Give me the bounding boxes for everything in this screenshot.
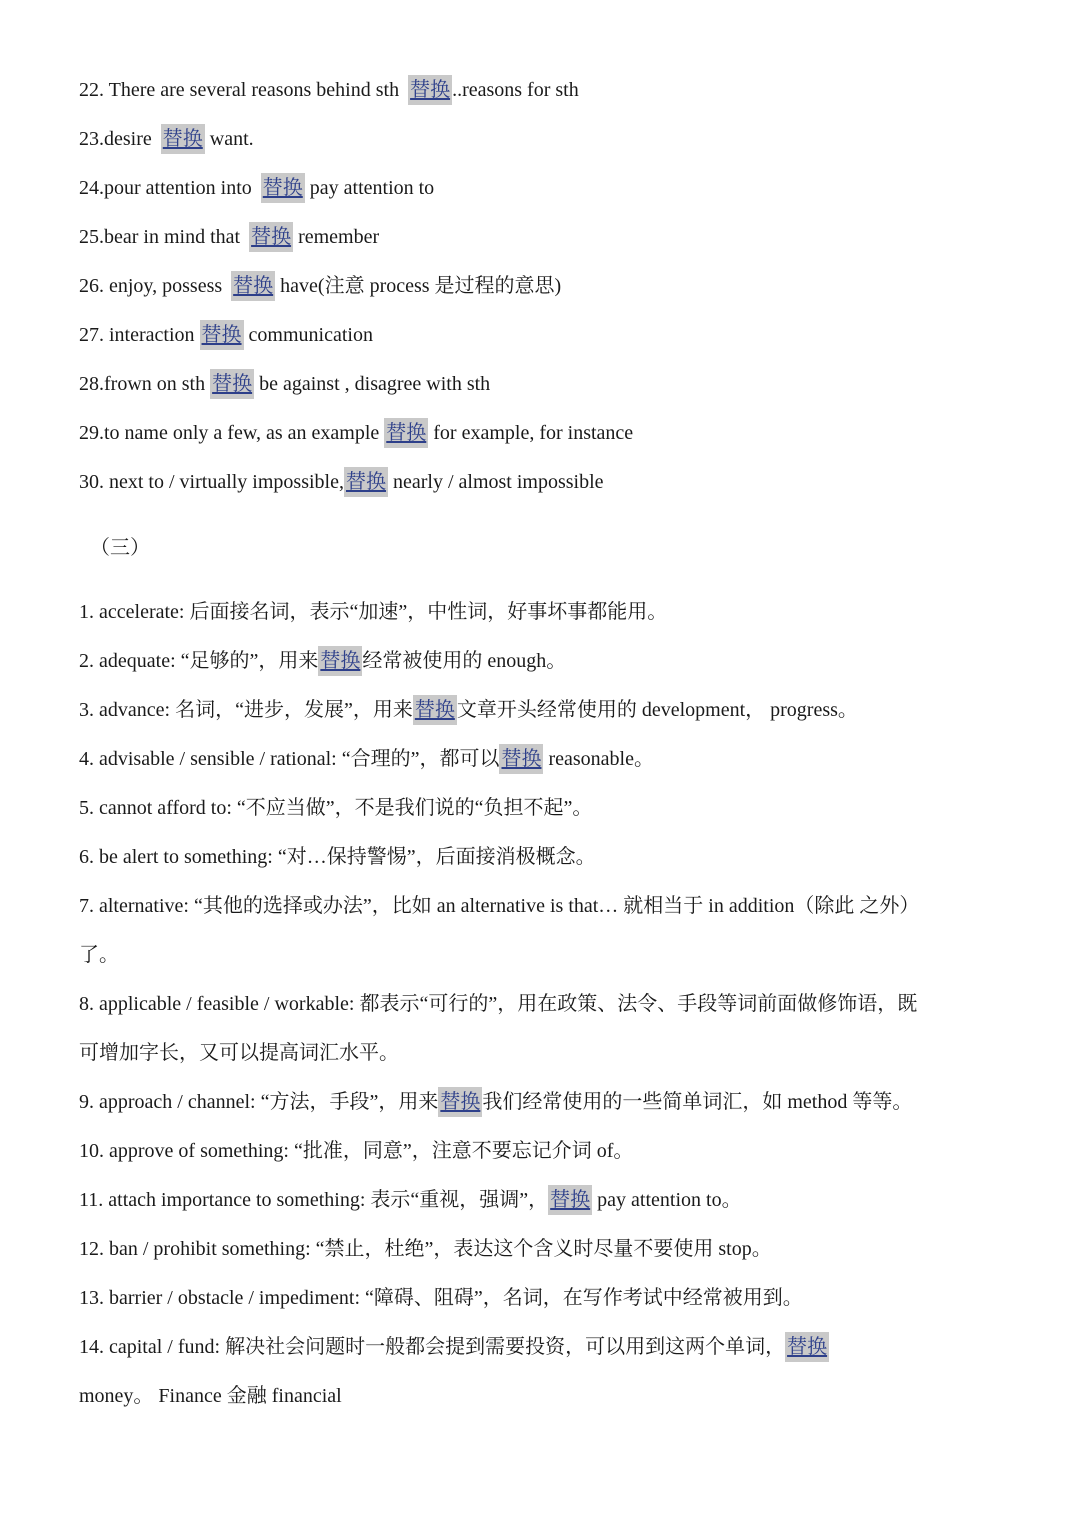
- vocab-line-25: [79, 222, 379, 252]
- vocab-line-22: [79, 75, 579, 105]
- replace-highlight: 替换: [318, 646, 362, 676]
- line-text: 25.bear in mind that: [79, 226, 246, 248]
- vocab-line-5: 5. cannot afford to: “不应当做”，不是我们说的“负担不起”。: [79, 797, 593, 819]
- line-text: 9. approach / channel: “方法，手段”，用来: [79, 1091, 439, 1113]
- replace-highlight: 替换: [344, 467, 388, 497]
- line-text: 23.desire: [79, 128, 157, 150]
- line-text: remember: [293, 226, 380, 248]
- line-text: 11. attach importance to something: 表示“重视，强调”，: [79, 1189, 549, 1211]
- vocab-line-28: [79, 369, 490, 399]
- line-text: 3. advance: 名词，“进步，发展”，用来: [79, 699, 413, 721]
- line-text: 30. next to / virtually impossible,: [79, 471, 344, 493]
- line-text: 29.to name only a few, as an example: [79, 422, 385, 444]
- line-text: 27. interaction: [79, 324, 200, 346]
- vocab-line-8: 8. applicable / feasible / workable: 都表示“可行的”，用在政策、法令、手段等词前面做修饰语，既: [79, 993, 918, 1015]
- line-text: 文章开头经常使用的 development， progress。: [456, 699, 858, 721]
- line-text: pay attention to。: [592, 1189, 742, 1211]
- line-text: 14. capital / fund: 解决社会问题时一般都会提到需要投资，可以用到这两个单词，: [79, 1336, 786, 1358]
- replace-highlight: 替换: [261, 173, 305, 203]
- vocab-line-12: 12. ban / prohibit something: “禁止，杜绝”，表达这个含义时尽量不要使用 stop。: [79, 1238, 772, 1260]
- vocab-line-14: [79, 1332, 829, 1362]
- replace-highlight: 替换: [161, 124, 205, 154]
- line-text: 经常被使用的 enough。: [362, 650, 567, 672]
- vocab-line-6: 6. be alert to something: “对…保持警惕”，后面接消极概念。: [79, 846, 596, 868]
- line-text: be against , disagree with sth: [254, 373, 491, 395]
- vocab-line-7: 7. alternative: “其他的选择或办法”，比如 an alternative is that… 就相当于 in addition（除此 之外）: [79, 895, 920, 917]
- vocab-line-3: [79, 695, 858, 725]
- vocab-line-13: 13. barrier / obstacle / impediment: “障碍、阻碍”，名词，在写作考试中经常被用到。: [79, 1287, 803, 1309]
- replace-highlight: 替换: [384, 418, 428, 448]
- line-text: 24.pour attention into: [79, 177, 257, 199]
- vocab-line-1: 1. accelerate: 后面接名词，表示“加速”，中性词，好事坏事都能用。: [79, 601, 668, 623]
- vocab-line-29: [79, 418, 633, 448]
- line-text: pay attention to: [304, 177, 435, 199]
- vocab-line-2: [79, 646, 566, 676]
- vocab-line-10: 10. approve of something: “批准，同意”，注意不要忘记介词 of。: [79, 1140, 634, 1162]
- replace-highlight: 替换: [413, 695, 457, 725]
- line-text: have(注意 process 是过程的意思): [275, 275, 562, 297]
- vocab-line-7-cont: 了。: [79, 944, 119, 966]
- replace-highlight: 替换: [438, 1087, 482, 1117]
- line-text: 28.frown on sth: [79, 373, 211, 395]
- line-text: 26. enjoy, possess: [79, 275, 228, 297]
- replace-highlight: 替换: [548, 1185, 592, 1215]
- vocab-line-27: [79, 320, 373, 350]
- vocab-line-9: [79, 1087, 912, 1117]
- replace-highlight: 替换: [249, 222, 293, 252]
- line-text: 2. adequate: “足够的”，用来: [79, 650, 319, 672]
- replace-highlight: 替换: [785, 1332, 829, 1362]
- line-text: reasonable。: [543, 748, 654, 770]
- section-heading: （三）: [90, 537, 150, 559]
- line-text: 22. There are several reasons behind sth: [79, 79, 405, 101]
- line-text: want.: [204, 128, 254, 150]
- vocab-line-23: [79, 124, 254, 154]
- replace-highlight: 替换: [210, 369, 254, 399]
- vocab-line-26: [79, 271, 561, 301]
- vocab-line-14-cont: money。 Finance 金融 financial: [79, 1385, 342, 1407]
- replace-highlight: 替换: [231, 271, 275, 301]
- line-text: communication: [243, 324, 373, 346]
- vocab-line-8-cont: 可增加字长，又可以提高词汇水平。: [79, 1042, 399, 1064]
- vocab-line-24: [79, 173, 434, 203]
- line-text: 4. advisable / sensible / rational: “合理的”，都可以: [79, 748, 500, 770]
- replace-highlight: 替换: [200, 320, 244, 350]
- vocab-line-4: [79, 744, 654, 774]
- line-text: nearly / almost impossible: [387, 471, 604, 493]
- line-text: for example, for instance: [428, 422, 634, 444]
- line-text: 我们经常使用的一些简单词汇，如 method 等等。: [482, 1091, 913, 1113]
- replace-highlight: 替换: [408, 75, 452, 105]
- line-text: ..reasons for sth: [452, 79, 579, 101]
- vocab-line-11: [79, 1185, 742, 1215]
- vocab-line-30: [79, 467, 604, 497]
- replace-highlight: 替换: [499, 744, 543, 774]
